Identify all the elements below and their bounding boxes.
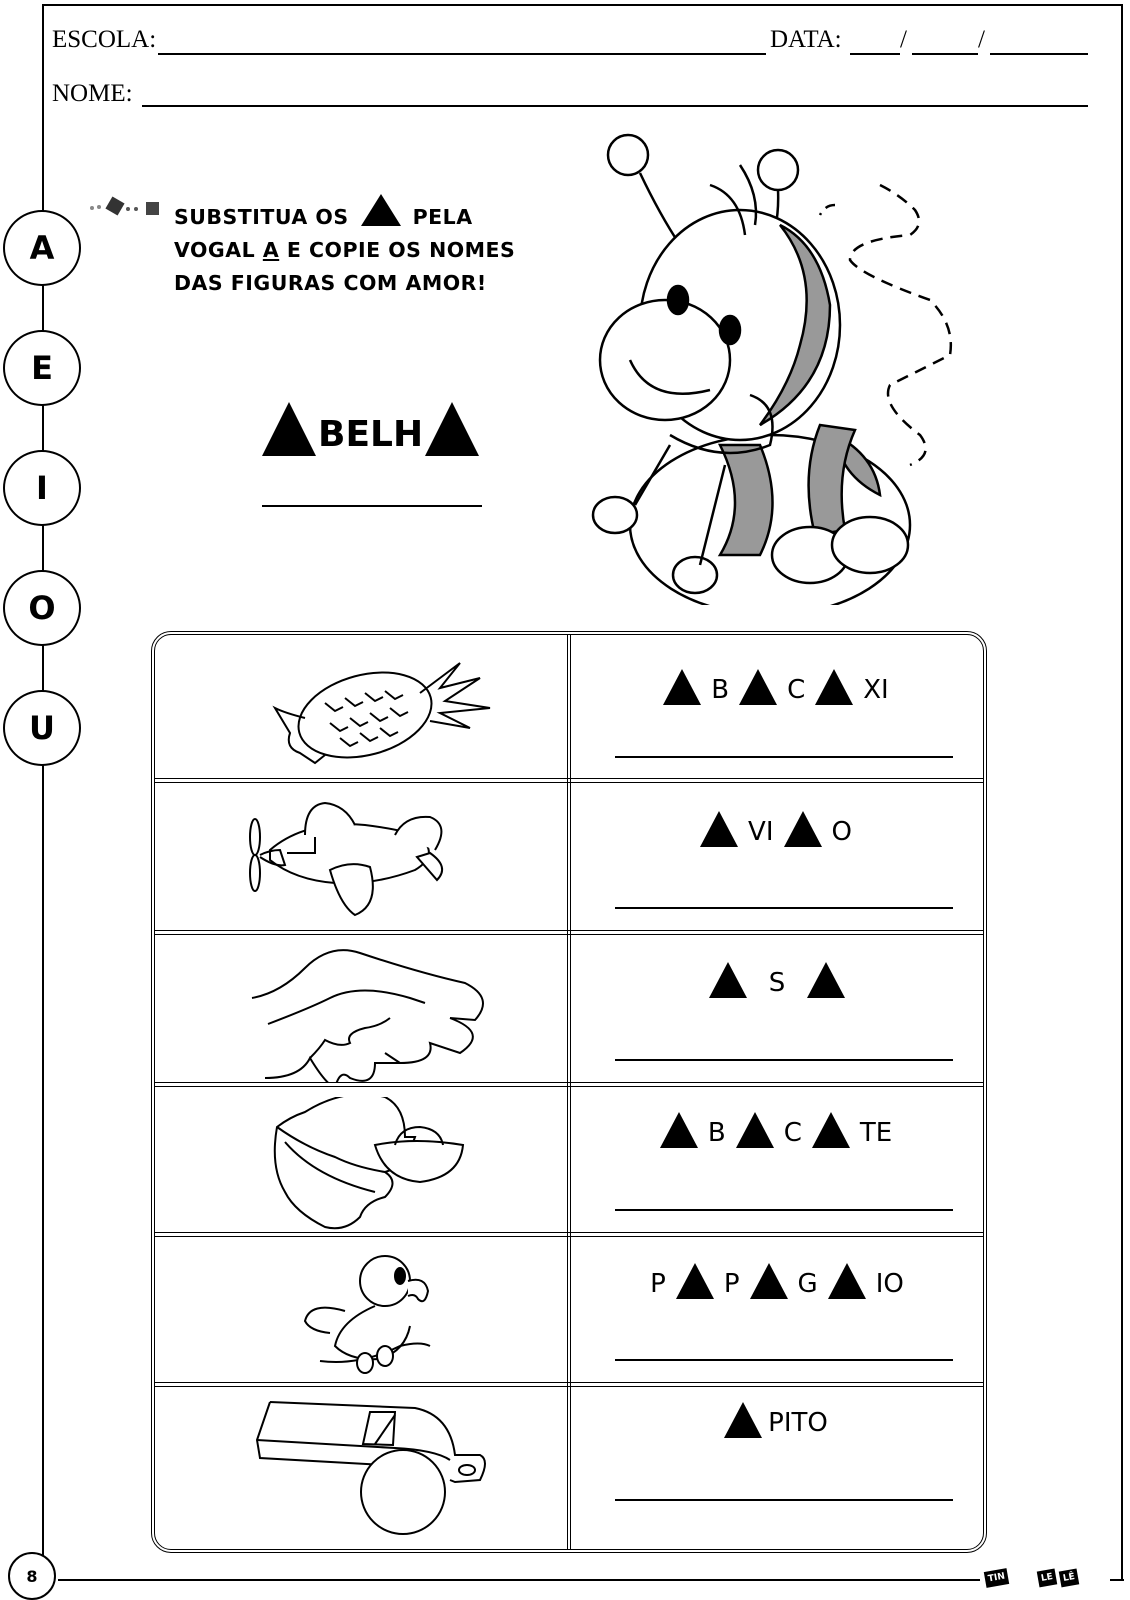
date-separator-1: /: [900, 26, 907, 53]
write-line-abacaxi[interactable]: [615, 756, 953, 758]
name-field[interactable]: [142, 105, 1088, 107]
write-line-apito[interactable]: [615, 1499, 953, 1501]
instruction-line2: VOGAL: [174, 238, 263, 262]
triangle-icon: [736, 1112, 774, 1148]
example-write-line[interactable]: [262, 505, 482, 507]
word-abacaxi: [571, 669, 983, 705]
vowel-a: A: [3, 210, 81, 286]
bottom-border: [58, 1579, 980, 1581]
exercise-table: [151, 631, 987, 1553]
example-word-middle: BELH: [318, 414, 424, 455]
avocado-icon: [265, 1097, 475, 1232]
vowel-o: O: [3, 570, 81, 646]
word-aviao: [571, 811, 983, 847]
date-month-field[interactable]: [912, 53, 978, 55]
write-line-abacate[interactable]: [615, 1209, 953, 1211]
word-abacate: [571, 1112, 983, 1148]
logo-tile: TIN: [984, 1568, 1009, 1588]
letter: B: [711, 675, 730, 705]
vowel-i: I: [3, 450, 81, 526]
triangle-icon: [660, 1112, 698, 1148]
word-asa: [571, 962, 983, 998]
triangle-icon: [709, 962, 747, 998]
row-divider: [155, 1232, 983, 1237]
row-divider: [155, 778, 983, 783]
letter: O: [831, 817, 852, 847]
triangle-icon: [676, 1263, 714, 1299]
letter: P: [650, 1269, 666, 1299]
word-apito: [571, 1402, 983, 1438]
word-papagaio: [571, 1263, 983, 1299]
triangle-icon: [750, 1263, 788, 1299]
letter: P: [723, 1269, 740, 1299]
triangle-icon: [700, 811, 738, 847]
logo-tile: LÊ: [1059, 1569, 1079, 1588]
whistle-icon: [255, 1400, 495, 1535]
vowel-e: E: [3, 330, 81, 406]
date-separator-2: /: [978, 26, 985, 53]
row-divider: [155, 1382, 983, 1387]
triangle-icon: [724, 1402, 762, 1438]
triangle-icon: [784, 811, 822, 847]
write-line-papagaio[interactable]: [615, 1359, 953, 1361]
wing-icon: [250, 948, 500, 1083]
date-year-field[interactable]: [990, 53, 1088, 55]
triangle-icon: [812, 1112, 850, 1148]
instruction-line1-end: PELA: [412, 205, 473, 229]
instruction-vowel: A: [262, 238, 280, 262]
triangle-icon: [828, 1263, 866, 1299]
letter: C: [783, 1118, 802, 1148]
letter: C: [787, 675, 806, 705]
letter: G: [797, 1269, 818, 1299]
triangle-icon: [425, 402, 479, 456]
triangle-icon: [663, 669, 701, 705]
row-divider: [155, 930, 983, 935]
letter: IO: [875, 1269, 904, 1299]
letter: VI: [748, 817, 774, 847]
letter: S: [768, 968, 786, 998]
school-label: ESCOLA:: [52, 26, 157, 53]
vowel-u: U: [3, 690, 81, 766]
instruction-text: [174, 194, 594, 300]
bee-illustration-icon: [590, 125, 1030, 605]
school-field[interactable]: [158, 53, 766, 55]
triangle-icon: [807, 962, 845, 998]
name-label: NOME:: [52, 80, 133, 107]
bottom-border-end: [1110, 1579, 1124, 1581]
write-line-aviao[interactable]: [615, 907, 953, 909]
instruction-line3: DAS FIGURAS COM AMOR!: [174, 271, 487, 295]
date-day-field[interactable]: [850, 53, 900, 55]
write-line-asa[interactable]: [615, 1059, 953, 1061]
pineapple-icon: [245, 653, 495, 768]
parrot-icon: [300, 1251, 440, 1381]
instruction-line1: SUBSTITUA OS: [174, 205, 349, 229]
bullet-decoration-icon: [88, 196, 172, 218]
date-label: DATA:: [770, 26, 842, 53]
triangle-icon: [815, 669, 853, 705]
letter: B: [707, 1118, 726, 1148]
triangle-icon: [262, 402, 316, 456]
page-number: 8: [8, 1552, 56, 1600]
letter: PITO: [768, 1408, 828, 1438]
letter: TE: [859, 1118, 893, 1148]
letter: XI: [863, 675, 889, 705]
example-word: [262, 402, 479, 456]
triangle-icon: [739, 669, 777, 705]
triangle-icon: [361, 194, 401, 226]
publisher-logo: [985, 1570, 1078, 1586]
instruction-line2-end: E COPIE OS NOMES: [279, 238, 516, 262]
airplane-icon: [245, 795, 475, 925]
logo-tile: LE: [1037, 1569, 1057, 1588]
